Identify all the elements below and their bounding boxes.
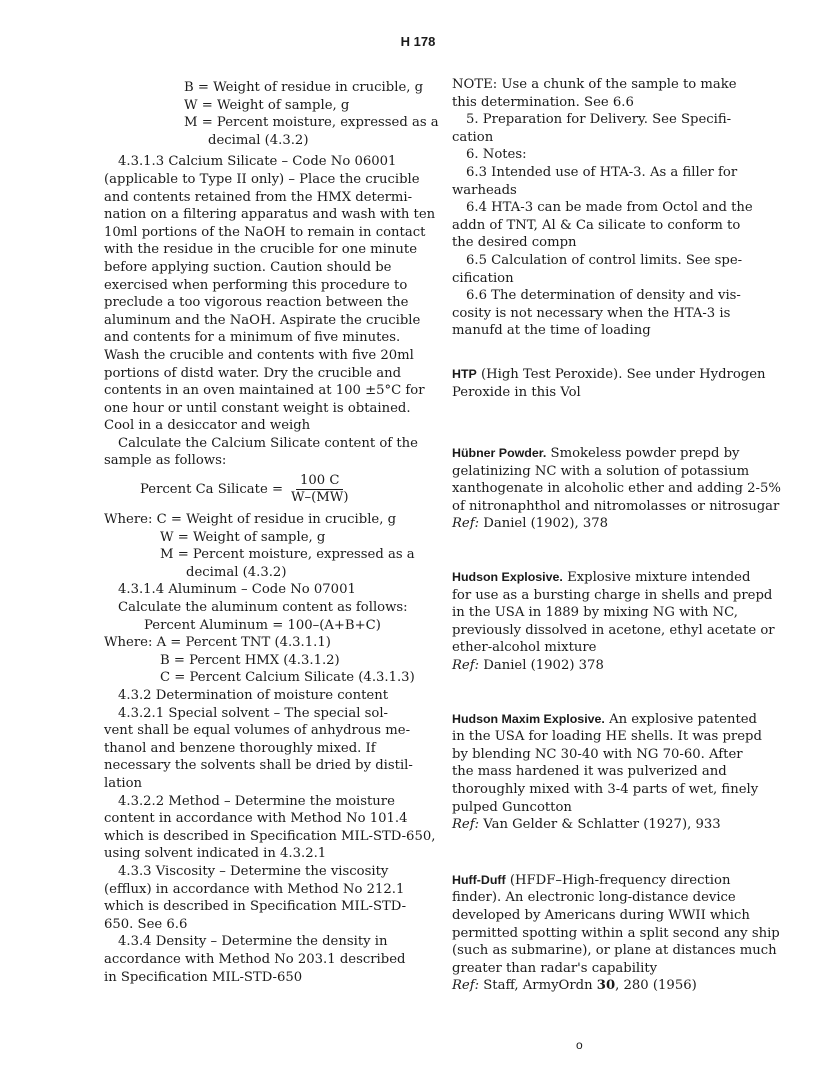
text-line: 4.3.3 Viscosity – Determine the viscosity bbox=[118, 863, 389, 879]
text-line: aluminum and the NaOH. Aspirate the crucible bbox=[104, 312, 421, 328]
reference-text: Staff, ArmyOrdn bbox=[483, 978, 593, 994]
formula-label: Percent Ca Silicate = bbox=[140, 481, 283, 497]
text-line: and contents for a minimum of five minutes. bbox=[104, 330, 401, 346]
text-line: in the USA in 1889 by mixing NG with NC, bbox=[452, 605, 738, 621]
text-line: exercised when performing this procedure to bbox=[104, 277, 408, 293]
text-line: permitted spotting within a split second any ship bbox=[452, 925, 780, 941]
text-line: 4.3.1.4 Aluminum – Code No 07001 bbox=[118, 582, 356, 598]
text-line: 10ml portions of the NaOH to remain in contact bbox=[104, 224, 426, 240]
text-line: Cool in a desiccator and weigh bbox=[104, 418, 311, 434]
ref-label: Ref: bbox=[452, 516, 480, 532]
text-line: 6.3 Intended use of HTA-3. As a filler for bbox=[466, 164, 738, 180]
text-line: lation bbox=[104, 775, 143, 791]
definition-line: B = Weight of residue in crucible, g bbox=[184, 80, 424, 95]
text-line: addn of TNT, Al & Ca silicate to conform to bbox=[452, 217, 741, 233]
text-line: (applicable to Type II only) – Place the crucible bbox=[104, 171, 420, 187]
text-line: with the residue in the crucible for one minute bbox=[104, 242, 417, 258]
text-line: preclude a too vigorous reaction between the bbox=[104, 295, 409, 311]
entry-term: HTP bbox=[452, 366, 477, 381]
text-line: gelatinizing NC with a solution of potassium bbox=[452, 463, 750, 479]
entry-htp bbox=[452, 366, 772, 401]
text-line: developed by Americans during WWII which bbox=[452, 907, 750, 923]
text-line: contents in an oven maintained at 100 ±5°C for bbox=[104, 383, 425, 399]
text-line: Explosive mixture intended bbox=[567, 570, 751, 586]
text-line: this determination. See 6.6 bbox=[452, 94, 634, 110]
text-line: (High Test Peroxide). See under Hydrogen bbox=[481, 366, 766, 382]
definition-line: C = Percent Calcium Silicate (4.3.1.3) bbox=[160, 670, 415, 686]
text-line: one hour or until constant weight is obtained. bbox=[104, 400, 411, 416]
right-column bbox=[452, 76, 781, 995]
text-line: Wash the crucible and contents with five 20ml bbox=[104, 347, 414, 363]
entry-huff-duff bbox=[452, 872, 780, 995]
text-line: the mass hardened it was pulverized and bbox=[452, 764, 727, 780]
definition-line: W = Weight of sample, g bbox=[160, 529, 326, 545]
left-column bbox=[104, 79, 439, 986]
text-line: Calculate the Calcium Silicate content of the bbox=[118, 435, 418, 451]
definition-line: Where: C = Weight of residue in crucible, g bbox=[104, 512, 397, 528]
reference-volume: 30 bbox=[596, 978, 616, 994]
text-line: An explosive patented bbox=[609, 711, 757, 727]
ref-label: Ref: bbox=[452, 978, 480, 994]
reference-text: Van Gelder & Schlatter (1927), 933 bbox=[483, 817, 721, 833]
footer-mark: o bbox=[576, 1038, 583, 1052]
text-line: Percent Aluminum = 100–(A+B+C) bbox=[144, 617, 381, 633]
text-line: 6.6 The determination of density and vis- bbox=[466, 288, 741, 304]
text-line: previously dissolved in acetone, ethyl acetate or bbox=[452, 622, 775, 638]
text-line: which is described in Specification MIL-STD-650, bbox=[104, 828, 436, 844]
reference-text: Daniel (1902), 378 bbox=[483, 516, 609, 532]
definition-line: decimal (4.3.2) bbox=[208, 132, 309, 148]
formula-fraction bbox=[287, 473, 353, 506]
entry-term: Huff-Duff bbox=[452, 872, 506, 887]
text-line: and contents retained from the HMX determi- bbox=[104, 189, 413, 205]
text-line: (efflux) in accordance with Method No 212.1 bbox=[104, 881, 405, 897]
text-line: NOTE: Use a chunk of the sample to make bbox=[452, 77, 737, 92]
text-line: (HFDF–High-frequency direction bbox=[509, 872, 731, 888]
ref-label: Ref: bbox=[452, 817, 480, 833]
text-line: in the USA for loading HE shells. It was prepd bbox=[452, 729, 762, 745]
definition-line: Where: A = Percent TNT (4.3.1.1) bbox=[104, 635, 331, 651]
text-line: the desired compn bbox=[452, 235, 577, 251]
text-line: before applying suction. Caution should be bbox=[104, 259, 392, 275]
text-line: for use as a bursting charge in shells and prepd bbox=[452, 587, 773, 603]
text-line: 4.3.1.3 Calcium Silicate – Code No 06001 bbox=[118, 154, 397, 170]
reference-pages: , 280 (1956) bbox=[615, 978, 697, 994]
text-line: vent shall be equal volumes of anhydrous me- bbox=[104, 723, 411, 739]
text-line: warheads bbox=[452, 182, 517, 198]
text-line: manufd at the time of loading bbox=[452, 323, 651, 339]
text-line: pulped Guncotton bbox=[452, 799, 572, 815]
text-line: which is described in Specification MIL-STD- bbox=[104, 899, 407, 915]
text-line: content in accordance with Method No 101.4 bbox=[104, 811, 408, 827]
text-line: thoroughly mixed with 3-4 parts of wet, finely bbox=[452, 782, 759, 797]
ref-label: Ref: bbox=[452, 658, 480, 674]
entry-hubner-powder bbox=[452, 445, 781, 533]
text-line: portions of distd water. Dry the crucible and bbox=[104, 365, 402, 381]
section-heading: 6. Notes: bbox=[466, 147, 527, 163]
entry-term: Hudson Maxim Explosive. bbox=[452, 711, 605, 726]
text-line: accordance with Method No 203.1 described bbox=[104, 951, 406, 967]
entry-hudson-maxim-explosive bbox=[452, 711, 772, 834]
ca-silicate-formula bbox=[104, 473, 424, 506]
text-line: nation on a filtering apparatus and wash with ten bbox=[104, 207, 436, 223]
text-line: Calculate the aluminum content as follows: bbox=[118, 600, 408, 616]
text-line: 6.4 HTA-3 can be made from Octol and the bbox=[466, 200, 753, 216]
text-line: Peroxide in this Vol bbox=[452, 384, 581, 400]
text-line: 4.3.4 Density – Determine the density in bbox=[118, 934, 388, 950]
text-line: necessary the solvents shall be dried by distil- bbox=[104, 758, 413, 774]
text-line: finder). An electronic long-distance device bbox=[452, 890, 736, 906]
text-line: sample as follows: bbox=[104, 453, 227, 469]
text-line: thanol and benzene thoroughly mixed. If bbox=[104, 740, 376, 756]
text-line: 4.3.2.1 Special solvent – The special sol- bbox=[118, 705, 388, 721]
text-line: 650. See 6.6 bbox=[104, 916, 188, 932]
paragraph-4-3-1-3 bbox=[104, 153, 436, 435]
text-line: by blending NC 30-40 with NG 70-60. After bbox=[452, 746, 743, 762]
text-line: (such as submarine), or plane at distances much bbox=[452, 943, 777, 959]
definition-line: W = Weight of sample, g bbox=[184, 97, 350, 113]
text-line: 4.3.2.2 Method – Determine the moisture bbox=[118, 793, 395, 809]
definition-line: M = Percent moisture, expressed as a bbox=[160, 547, 415, 563]
text-line: Smokeless powder prepd by bbox=[550, 446, 740, 462]
definition-line: M = Percent moisture, expressed as a bbox=[184, 115, 439, 131]
section-heading: 4.3.2 Determination of moisture content bbox=[118, 688, 389, 703]
text-line: cosity is not necessary when the HTA-3 is bbox=[452, 305, 731, 321]
definition-line: B = Percent HMX (4.3.1.2) bbox=[160, 652, 340, 668]
text-line: cification bbox=[452, 270, 514, 286]
definition-line: decimal (4.3.2) bbox=[186, 564, 287, 580]
text-line: of nitronaphthol and nitromolasses or nitrosugar bbox=[452, 498, 780, 514]
reference-text: Daniel (1902) 378 bbox=[483, 658, 604, 674]
text-line: 6.5 Calculation of control limits. See spe- bbox=[466, 252, 743, 268]
entry-term: Hübner Powder. bbox=[452, 446, 547, 461]
page-id: H 178 bbox=[400, 34, 436, 49]
entry-hudson-explosive bbox=[452, 569, 775, 675]
text-line: 5. Preparation for Delivery. See Specifi- bbox=[466, 112, 732, 128]
entry-term: Hudson Explosive. bbox=[452, 570, 563, 585]
text-line: ether-alcohol mixture bbox=[452, 640, 597, 656]
text-line: xanthogenate in alcoholic ether and adding 2-5% bbox=[452, 481, 781, 497]
text-line: cation bbox=[452, 129, 494, 145]
text-line: in Specification MIL-STD-650 bbox=[104, 969, 303, 985]
text-line: greater than radar's capability bbox=[452, 960, 658, 976]
formula-denominator: W–(MW) bbox=[291, 490, 349, 506]
formula-numerator: 100 C bbox=[296, 473, 343, 490]
text-line: using solvent indicated in 4.3.2.1 bbox=[104, 846, 327, 862]
